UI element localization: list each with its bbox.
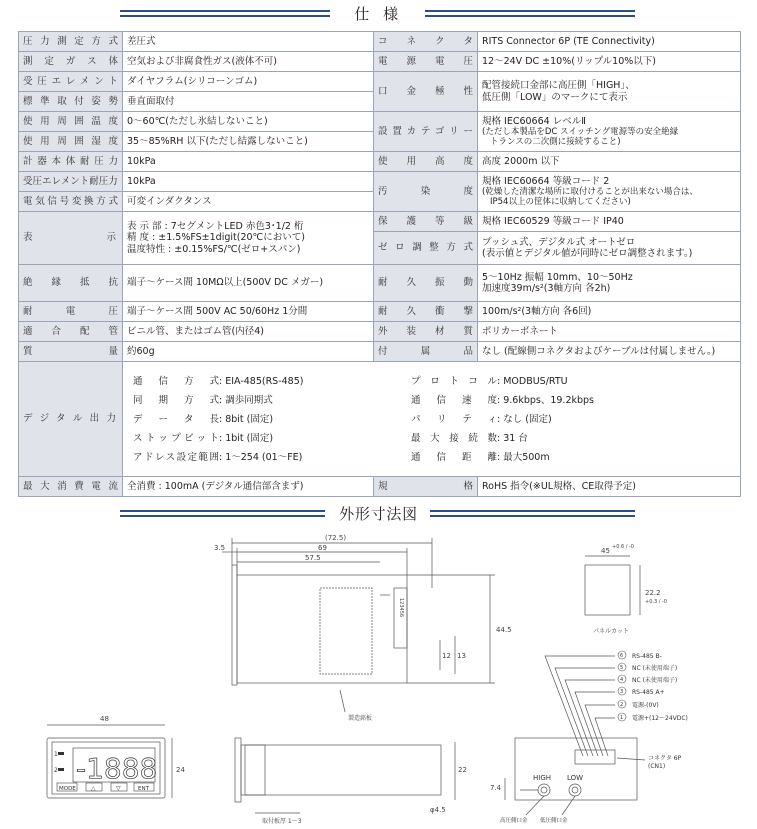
digital-item: 同期方式: 調歩同期式 [133, 394, 273, 406]
high-port-inner [541, 787, 547, 793]
spec-label: 受圧エレメント [19, 72, 123, 92]
side2-bezel [235, 738, 241, 802]
dim-48: 48 [100, 715, 109, 723]
spec-label: 耐電圧 [19, 302, 123, 322]
spec-label: 外装材質 [374, 322, 478, 342]
side-inner [320, 588, 372, 674]
digital-item: アドレス設定範囲: 1〜254 (01〜FE) [133, 451, 303, 463]
connector-id: (CN1) [648, 763, 666, 770]
pin-label: NC (未使用端子) [632, 665, 678, 672]
spec-value: 5〜10Hz 振幅 10mm、10〜50Hz 加速度39m/s²(3軸方向 各2h) [478, 265, 741, 302]
side-bezel [232, 565, 237, 685]
spec-label: 規格 [374, 477, 478, 497]
leader-line [340, 690, 345, 712]
side2-body [241, 745, 441, 795]
connector-label: コネクタ 6P [648, 755, 682, 762]
pin-leader-2 [585, 705, 615, 756]
digital-item: 通信速度: 9.6kbps、19.2kbps [411, 394, 595, 406]
dim-22: 22.2 [645, 589, 661, 597]
spec-label: 質量 [19, 342, 123, 362]
mode-button-label: MODE [59, 786, 76, 792]
nameplate-label: 製造銘板 [348, 715, 373, 722]
led-label: 1 [54, 751, 58, 758]
digital-item: データ長: 8bit (固定) [133, 413, 274, 425]
spec-value: 規格 IEC60529 等級コード IP40 [478, 212, 741, 232]
spec-value: 規格 IEC60664 等級コード 2 (乾燥した清潔な場所に取付けることが出来ない場合は、 IP54以上の筐体に収納してください) [478, 172, 741, 212]
spec-value: 全消費 : 100mA (デジタル通信部含まず) [123, 477, 374, 497]
spec-label: 耐久衝撃 [374, 302, 478, 322]
dim-12: 12 [442, 652, 451, 660]
spec-value: 可変インダクタンス [123, 192, 374, 212]
side-body [237, 575, 407, 683]
spec-label: 汚染度 [374, 172, 478, 212]
high-port-label: 高圧側口金 [500, 818, 528, 824]
rear-connector [575, 750, 615, 764]
spec-label: 圧力測定方式 [19, 32, 123, 52]
spec-label: ゼロ調整方式 [374, 232, 478, 265]
spec-label: 使用周囲温度 [19, 112, 123, 132]
spec-value: ダイヤフラム(シリコーンゴム) [123, 72, 374, 92]
spec-label: 最大消費電流 [19, 477, 123, 497]
spec-value: プッシュ式、デジタル式 オートゼロ (表示値とデジタル値が同時にゼロ調整されます。) [478, 232, 741, 265]
display-digits: -1888 [76, 752, 158, 785]
digital-item: プロトコル: MODBUS/RTU [411, 375, 568, 387]
side2-clip [245, 745, 265, 795]
spec-value: 配管接続口金部に高圧側「HIGH」、 低圧側「LOW」のマークにて表示 [478, 72, 741, 112]
panel-thickness-label: 取付板厚 1〜3 [262, 818, 302, 825]
spec-label: 電気信号変換方式 [19, 192, 123, 212]
spec-label: 使用周囲湿度 [19, 132, 123, 152]
spec-value: 10kPa [123, 152, 374, 172]
spec-label: デジタル出力 [19, 362, 123, 477]
dim-69: 69 [318, 544, 327, 552]
dim-575: 57.5 [305, 554, 321, 562]
ent-button-label: ENT [138, 786, 149, 792]
low-label: LOW [567, 774, 584, 782]
pin-label: 電源+(12〜24VDC) [632, 715, 688, 722]
dims-title-text: 外形寸法図 [339, 505, 418, 523]
dim-74: 7.4 [490, 784, 502, 792]
led-label: 2 [54, 767, 58, 774]
spec-value: 高度 2000m 以下 [478, 152, 741, 172]
spec-title-text: 仕 様 [354, 5, 403, 23]
spec-value: 端子〜ケース間 500V AC 50/60Hz 1分間 [123, 302, 374, 322]
high-port-outer [538, 784, 550, 796]
connector-leader [617, 758, 645, 760]
spec-label: 口金極性 [374, 72, 478, 112]
spec-label: 表示 [19, 212, 123, 265]
spec-value: 端子〜ケース間 10MΩ以上(500V DC メガー) [123, 265, 374, 302]
high-leader [526, 796, 544, 815]
pin-number: 5 [620, 665, 624, 671]
pin-label: RS-485 B- [632, 653, 662, 660]
panel-cut-label: パネルカット [593, 628, 629, 635]
spec-label: 適合配管 [19, 322, 123, 342]
spec-value: ビニル管、またはゴム管(内径4) [123, 322, 374, 342]
led-indicator [58, 752, 64, 755]
side-connector [394, 588, 407, 648]
rear-body [515, 738, 637, 800]
led-indicator [58, 768, 64, 771]
spec-value: ポリカーボネート [478, 322, 741, 342]
spec-label: 測定ガス体 [19, 52, 123, 72]
spec-label: 電源電圧 [374, 52, 478, 72]
spec-value: 35〜85%RH 以下(ただし結露しないこと) [123, 132, 374, 152]
spec-label: 受圧エレメント耐圧力 [19, 172, 123, 192]
digital-item: 通信距離: 最大500m [411, 451, 550, 463]
spec-value: 約60g [123, 342, 374, 362]
spec-value: 100m/s²(3軸方向 各6回) [478, 302, 741, 322]
spec-value: 10kPa [123, 172, 374, 192]
pin-number: 3 [620, 689, 624, 695]
pin-label: NC (未使用端子) [632, 677, 678, 684]
spec-value: 12〜24V DC ±10%(リップル10%以下) [478, 52, 741, 72]
spec-label: 付属品 [374, 342, 478, 362]
spec-value: 表 示 部 : 7セグメントLED 赤色3･1/2 桁 精 度 : ±1.5%FS±1digit(20℃において) 温度特性 : ±0.15%FS/℃(ゼロ+スパン) [123, 212, 374, 265]
down-button-label: ▽ [116, 785, 121, 792]
spec-value: 規格 IEC60664 レベルⅡ (ただし本製品をDC スイッチング電源等の安全絶縁 トランスの二次側に接続すること) [478, 112, 741, 152]
spec-label: 標準取付姿勢 [19, 92, 123, 112]
dim-24: 24 [176, 766, 185, 774]
spec-value: 空気および非腐食性ガス(液体不可) [123, 52, 374, 72]
spec-value: RoHS 指令(※UL規格、CE取得予定) [478, 477, 741, 497]
dim-22-tol: +0.3 / -0 [645, 599, 667, 605]
pin-number: 6 [620, 653, 624, 659]
digital-item: 最大接続数: 31 台 [411, 432, 528, 444]
pin-number: 2 [620, 702, 624, 708]
pin-label: RS-485 A+ [632, 689, 665, 696]
spec-label: 計器本体耐圧力 [19, 152, 123, 172]
pin-marks: 123456 [398, 598, 404, 618]
dim-725: (72.5) [325, 534, 347, 542]
digital-item: ストップビット: 1bit (固定) [133, 432, 274, 444]
spec-value: 垂直面取付 [123, 92, 374, 112]
spec-label: 使用高度 [374, 152, 478, 172]
panel-cut-rect [585, 565, 630, 615]
spec-label: 絶縁抵抗 [19, 265, 123, 302]
pin-number: 4 [620, 677, 624, 683]
digital-item: パリティ: なし (固定) [411, 413, 552, 425]
dim-45: 45 [601, 547, 610, 555]
spec-value: RITS Connector 6P (TE Connectivity) [478, 32, 741, 52]
low-port-label: 低圧側口金 [540, 818, 568, 824]
low-leader [562, 796, 575, 815]
pin-label: 電源-(0V) [632, 702, 659, 709]
digital-item: 通信方式: EIA-485(RS-485) [133, 375, 304, 387]
pin-leader-5 [555, 668, 615, 756]
spec-value: なし (配線側コネクタおよびケーブルは付属しません。) [478, 342, 741, 362]
spec-label: コネクタ [374, 32, 478, 52]
spec-label: 耐久振動 [374, 265, 478, 302]
spec-label: 保護等級 [374, 212, 478, 232]
spec-value: 0〜60℃(ただし氷結しないこと) [123, 112, 374, 132]
pin-number: 1 [620, 715, 624, 721]
dim-45-tol: +0.6 / -0 [612, 544, 634, 550]
spec-value: 差圧式 [123, 32, 374, 52]
dim-22b: 22 [458, 766, 467, 774]
high-label: HIGH [533, 774, 552, 782]
dim-phi: φ4.5 [430, 806, 446, 814]
up-button-label: △ [91, 785, 96, 792]
dim-35: 3.5 [214, 544, 226, 552]
spec-label: 設置カテゴリー [374, 112, 478, 152]
low-port-outer [569, 784, 581, 796]
dim-445: 44.5 [496, 626, 512, 634]
low-port-inner [572, 787, 578, 793]
dim-13: 13 [457, 652, 466, 660]
